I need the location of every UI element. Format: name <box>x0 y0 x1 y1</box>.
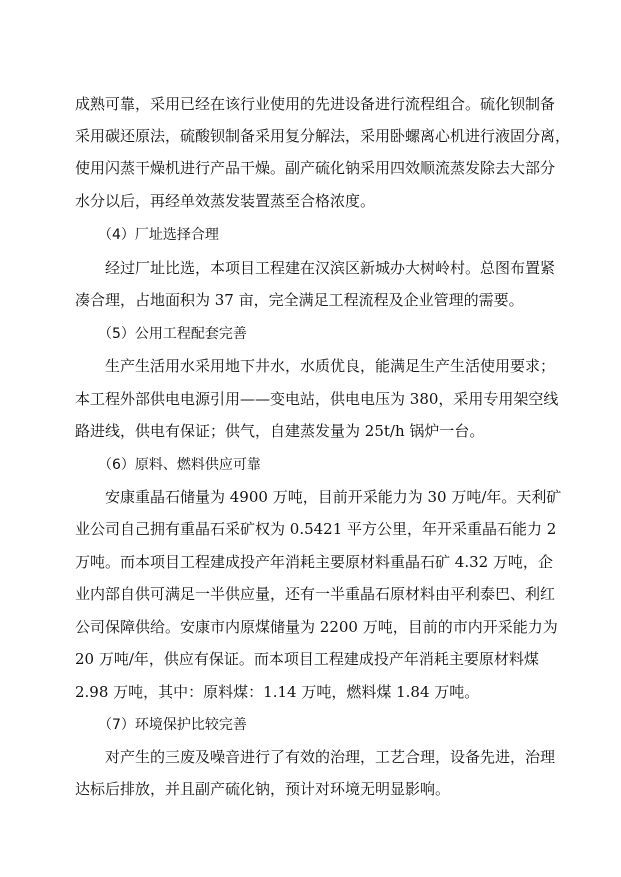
paragraph-line: 凑合理，占地面积为 37 亩，完全满足工程流程及企业管理的需要。 <box>75 291 524 309</box>
paragraph-line: 安康重晶石储量为 4900 万吨，目前开采能力为 30 万吨/年。天利矿 <box>105 488 562 506</box>
section-heading: （4）厂址选择合理 <box>98 227 219 243</box>
section-heading: （7）环境保护比较完善 <box>98 717 247 733</box>
paragraph-line: 路进线，供电有保证；供气，自建蒸发量为 25t/h 锅炉一台。 <box>75 422 485 440</box>
paragraph-line: 对产生的三废及噪音进行了有效的治理，工艺合理，设备先进，治理 <box>105 748 556 766</box>
paragraph-line: 本工程外部供电电源引用——变电站，供电电压为 380，采用专用架空线 <box>75 390 559 408</box>
paragraph-line: 业内部自供可满足一半供应量，还有一半重晶石原材料由平利泰巴、利红 <box>75 585 556 603</box>
paragraph-line: 经过厂址比选，本项目工程建在汉滨区新城办大树岭村。总图布置紧 <box>105 259 556 277</box>
paragraph-line: 万吨。而本项目工程建成投产年消耗主要原材料重晶石矿 4.32 万吨，企 <box>75 553 553 571</box>
paragraph-line: 达标后排放，并且副产硫化钠，预计对环境无明显影响。 <box>75 780 451 798</box>
paragraph-line: 公司保障供给。安康市内原煤储量为 2200 万吨，目前的市内开采能力为 <box>75 618 558 636</box>
paragraph-line: 使用闪蒸干燥机进行产品干燥。副产硫化钠采用四效顺流蒸发除去大部分 <box>75 159 556 177</box>
paragraph-line: 采用碳还原法，硫酸钡制备采用复分解法，采用卧螺离心机进行液固分离， <box>75 127 571 145</box>
paragraph-line: 2.98 万吨，其中：原料煤：1.14 万吨，燃料煤 1.84 万吨。 <box>75 683 480 701</box>
paragraph-line: 20 万吨/年，供应有保证。而本项目工程建成投产年消耗主要原材料煤 <box>75 650 539 668</box>
paragraph-line: 业公司自己拥有重晶石采矿权为 0.5421 平方公里，年开采重晶石能力 2 <box>75 520 557 538</box>
paragraph-line: 成熟可靠，采用已经在该行业使用的先进设备进行流程组合。硫化钡制备 <box>75 95 556 113</box>
paragraph-line: 水分以后，再经单效蒸发装置蒸至合格浓度。 <box>75 192 376 210</box>
paragraph-line: 生产生活用水采用地下井水，水质优良，能满足生产生活使用要求； <box>105 357 556 375</box>
section-heading: （6）原料、燃料供应可靠 <box>98 457 261 473</box>
section-heading: （5）公用工程配套完善 <box>98 326 247 342</box>
